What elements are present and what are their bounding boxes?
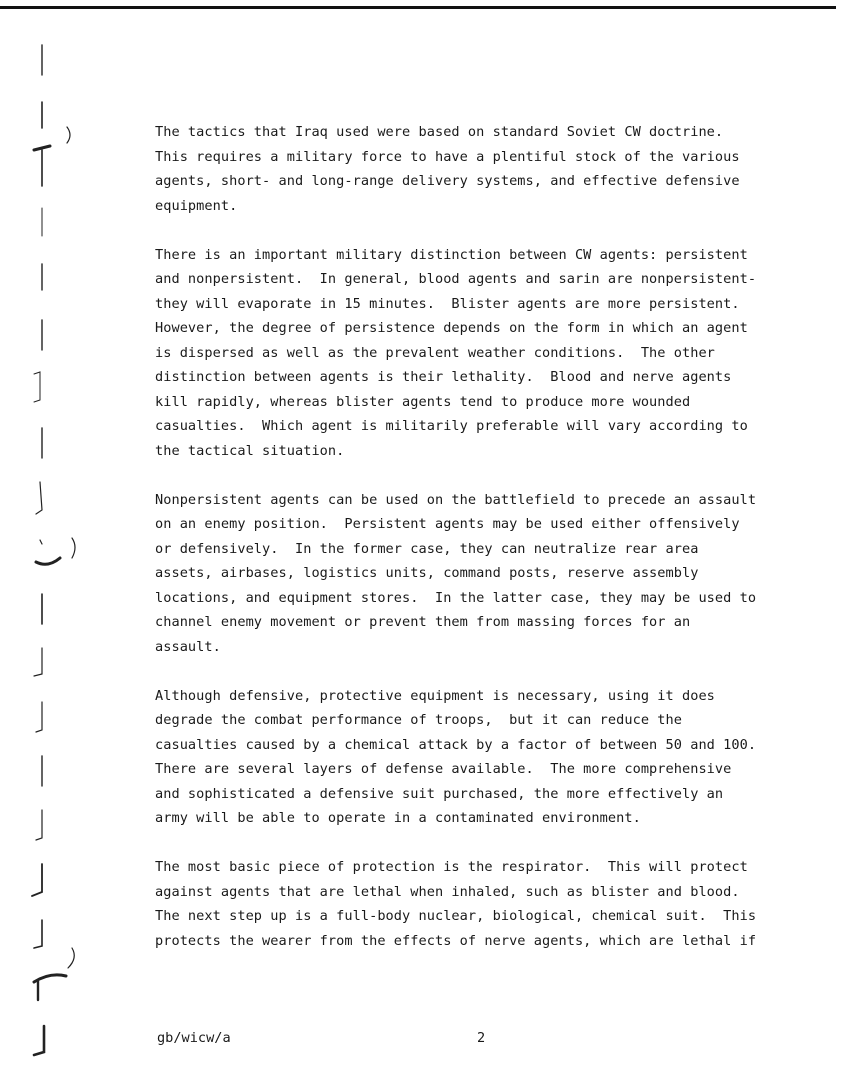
text-line: protects the wearer from the effects of nerve agents, which are lethal if [155, 932, 757, 949]
text-line: is dispersed as well as the prevalent weather conditions. The other [155, 344, 715, 361]
footer-reference: gb/wicw/a [157, 1030, 231, 1046]
text-line: assets, airbases, logistics units, command posts, reserve assembly [155, 565, 699, 581]
text-line: kill rapidly, whereas blister agents tend to produce more wounded [155, 393, 691, 410]
text-line: army will be able to operate in a contaminated environment. [155, 810, 641, 826]
text-line: the tactical situation. [155, 442, 345, 459]
text-line: distinction between agents is their lethality. Blood and nerve agents [155, 369, 732, 385]
text-line: or defensively. In the former case, they can neutralize rear area [155, 540, 699, 557]
binding-edge-marks [0, 0, 90, 1092]
text-line: casualties. Which agent is militarily preferable will vary according to [155, 418, 748, 434]
text-line: channel enemy movement or prevent them from massing forces for an [155, 614, 691, 630]
text-line: they will evaporate in 15 minutes. Blister agents are more persistent. [155, 295, 740, 312]
text-line: The most basic piece of protection is the respirator. This will protect [155, 859, 748, 875]
top-rule [0, 6, 836, 9]
text-line: and nonpersistent. In general, blood agents and sarin are nonpersistent- [155, 271, 757, 287]
text-line: equipment. [155, 197, 238, 214]
text-line: on an enemy position. Persistent agents may be used either offensively [155, 516, 740, 532]
paragraph-4 [155, 684, 815, 831]
paragraph-3 [155, 488, 815, 660]
text-line: assault. [155, 638, 221, 655]
text-line: locations, and equipment stores. In the latter case, they may be used to [155, 589, 757, 606]
document-body [155, 120, 815, 978]
text-line: The next step up is a full-body nuclear, biological, chemical suit. This [155, 908, 757, 924]
text-line: However, the degree of persistence depends on the form in which an agent [155, 320, 748, 336]
text-line: There are several layers of defense available. The more comprehensive [155, 761, 732, 777]
paragraph-1 [155, 120, 815, 218]
text-line: Nonpersistent agents can be used on the battlefield to precede an assault [155, 491, 757, 508]
text-line: against agents that are lethal when inhaled, such as blister and blood. [155, 883, 740, 900]
text-line: There is an important military distinction between CW agents: persistent [155, 246, 748, 263]
text-line: The tactics that Iraq used were based on standard Soviet CW doctrine. [155, 124, 724, 140]
text-line: Although defensive, protective equipment is necessary, using it does [155, 687, 715, 704]
paragraph-2 [155, 243, 815, 464]
text-line: and sophisticated a defensive suit purchased, the more effectively an [155, 785, 724, 802]
page-number: 2 [477, 1030, 486, 1046]
text-line: This requires a military force to have a plentiful stock of the various [155, 148, 740, 165]
paragraph-5 [155, 855, 815, 953]
text-line: agents, short- and long-range delivery systems, and effective defensive [155, 173, 740, 189]
text-line: degrade the combat performance of troops, but it can reduce the [155, 712, 682, 728]
text-line: casualties caused by a chemical attack by a factor of between 50 and 100. [155, 736, 757, 753]
